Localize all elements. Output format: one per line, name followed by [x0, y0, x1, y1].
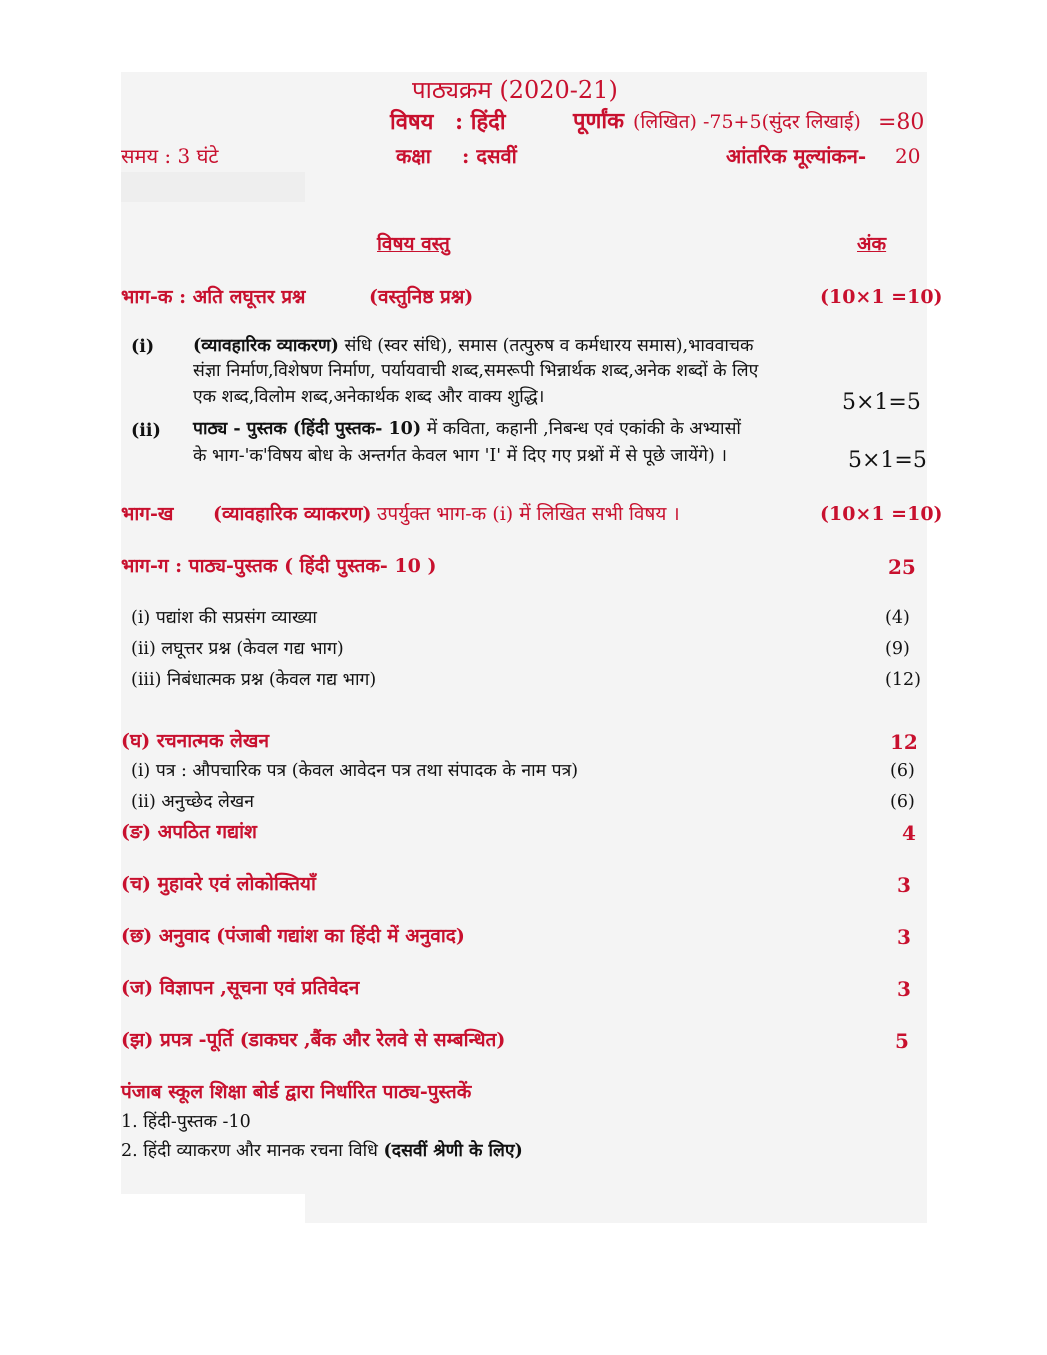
item-number: (ii) — [131, 421, 161, 441]
total-marks-detail: (लिखित) -75+5(सुंदर लिखाई) — [633, 111, 861, 133]
part-b-title: भाग-ख — [121, 503, 174, 525]
part-a-marks: (10×1 =10) — [820, 286, 943, 308]
part-d-title: (घ) रचनात्मक लेखन — [121, 730, 270, 752]
part-d-item: (ii) अनुच्छेद लेखन — [131, 792, 254, 812]
part-a-title: भाग-क : अति लघूत्तर प्रश्न — [121, 286, 306, 308]
part-a-item-2-marks: 5×1=5 — [848, 448, 927, 473]
part-c-title: भाग-ग : पाठ्य-पुस्तक ( हिंदी पुस्तक- 10 ) — [121, 555, 437, 577]
column-marks-header: अंक — [857, 233, 887, 255]
part-b-subtitle: (व्यावहारिक व्याकरण) — [213, 503, 372, 525]
column-content-header: विषय वस्तु — [377, 233, 450, 255]
class-label: कक्षा — [396, 144, 431, 168]
book-item-2-text: 2. हिंदी व्याकरण और मानक रचना विधि — [121, 1141, 378, 1161]
part-d-item: (i) पत्र : औपचारिक पत्र (केवल आवेदन पत्र तथा संपादक के नाम पत्र) — [131, 761, 579, 781]
section-title: (ज) विज्ञापन ,सूचना एवं प्रतिवेदन — [121, 977, 360, 999]
books-title: पंजाब स्कूल शिक्षा बोर्ड द्वारा निर्धारित पाठ्य-पुस्तकें — [121, 1081, 472, 1103]
section-title: (छ) अनुवाद (पंजाबी गद्यांश का हिंदी में अनुवाद) — [121, 925, 465, 947]
class-value: : दसवीं — [462, 144, 517, 168]
part-d-item-marks: (6) — [890, 792, 915, 812]
page-panel-right-tail — [305, 1190, 927, 1223]
part-a-item-1-text: संधि (स्वर संधि), समास (तत्पुरुष व कर्मधारय समास),भाववाचक — [344, 336, 754, 356]
left-notch — [121, 172, 305, 202]
part-c-item-marks: (12) — [885, 670, 921, 690]
part-a-item-1-bold: (व्यावहारिक व्याकरण) — [193, 336, 339, 356]
part-a-item-1-line-3: एक शब्द,विलोम शब्द,अनेकार्थक शब्द और वाक्य शुद्धि। — [193, 387, 545, 407]
part-c-marks: 25 — [888, 555, 916, 579]
part-a-item-2-line-2: के भाग-'क'विषय बोध के अन्तर्गत केवल भाग 'I' में दिए गए प्रश्नों में से पूछे जायेंगे) । — [193, 446, 728, 466]
section-marks: 4 — [902, 821, 916, 845]
exam-time: समय : 3 घंटे — [121, 144, 219, 168]
part-c-item: (i) पद्यांश की सप्रसंग व्याख्या — [131, 608, 317, 628]
part-a-item-1-line-2: संज्ञा निर्माण,विशेषण निर्माण, पर्यायवाची शब्द,समरूपी भिन्नार्थक शब्द,अनेक शब्दों के लिए — [193, 361, 759, 381]
part-c-item: (iii) निबंधात्मक प्रश्न (केवल गद्य भाग) — [131, 670, 377, 690]
part-a-subtitle: (वस्तुनिष्ठ प्रश्न) — [369, 286, 474, 308]
part-d-marks: 12 — [890, 730, 918, 754]
item-number: (i) — [131, 337, 155, 357]
total-marks-value: =80 — [878, 110, 925, 135]
section-title: (झ) प्रपत्र -पूर्ति (डाकघर ,बैंक और रेलवे से सम्बन्धित) — [121, 1029, 506, 1051]
book-item-1: 1. हिंदी-पुस्तक -10 — [121, 1112, 251, 1132]
subject-label: विषय — [390, 109, 434, 135]
internal-assessment-label: आंतरिक मूल्यांकन- — [726, 144, 867, 168]
book-item-2-bold: (दसवीं श्रेणी के लिए) — [383, 1141, 523, 1161]
part-a-item-2-bold: पाठ्य - पुस्तक (हिंदी पुस्तक- 10) — [193, 419, 422, 439]
part-b-marks: (10×1 =10) — [820, 503, 943, 525]
page-title: पाठ्यक्रम (2020-21) — [412, 76, 618, 104]
part-a-item-1-line-1 — [193, 338, 753, 356]
part-c-item: (ii) लघूत्तर प्रश्न (केवल गद्य भाग) — [131, 639, 344, 659]
part-d-item-marks: (6) — [890, 761, 915, 781]
section-marks: 3 — [897, 925, 911, 949]
total-marks-label: पूर्णांक — [573, 108, 624, 134]
part-a-item-2-text: में कविता, कहानी ,निबन्ध एवं एकांकी के अभ्यासों — [426, 419, 741, 439]
section-marks: 3 — [897, 873, 911, 897]
part-b-text: उपर्युक्त भाग-क (i) में लिखित सभी विषय । — [377, 503, 680, 525]
part-c-item-marks: (4) — [885, 608, 910, 628]
section-marks: 3 — [897, 977, 911, 1001]
book-item-2 — [121, 1143, 523, 1161]
section-title: (ङ) अपठित गद्यांश — [121, 821, 257, 843]
blank-gap — [305, 172, 927, 202]
internal-assessment-value: 20 — [895, 144, 921, 168]
part-a-item-1-marks: 5×1=5 — [842, 390, 921, 415]
section-title: (च) मुहावरे एवं लोकोक्तियाँ — [121, 873, 316, 895]
part-a-item-2-line-1 — [193, 421, 741, 439]
section-marks: 5 — [895, 1029, 909, 1053]
part-c-item-marks: (9) — [885, 639, 910, 659]
subject-value: : हिंदी — [455, 109, 506, 135]
